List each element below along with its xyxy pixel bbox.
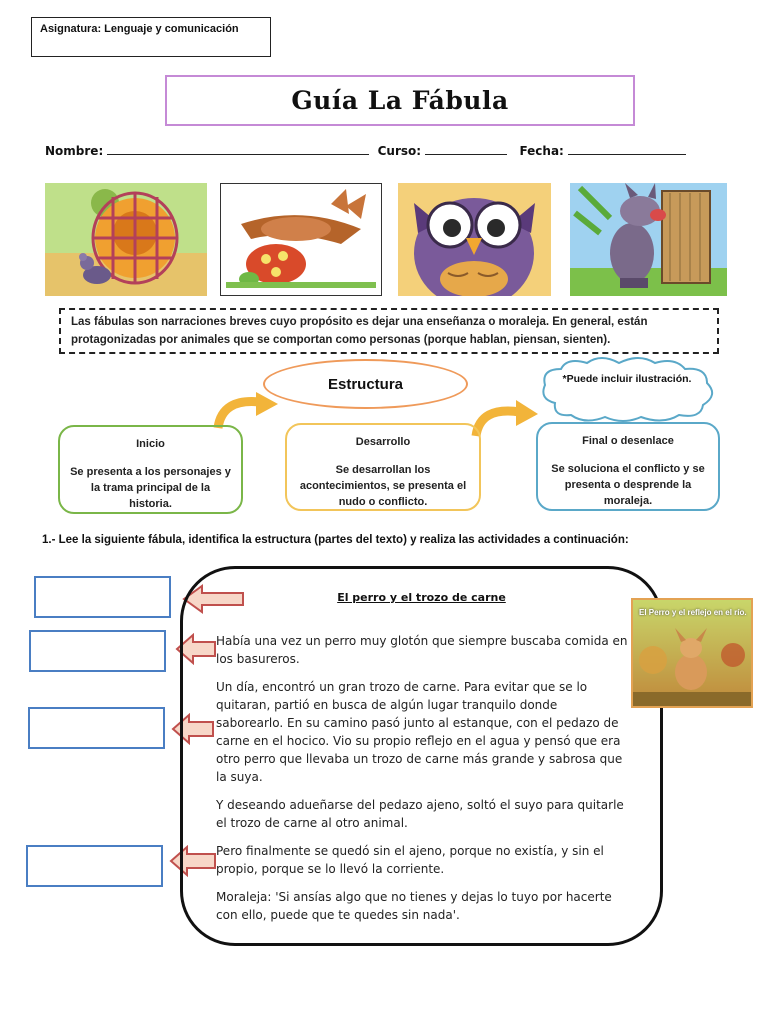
story-moral: Moraleja: 'Si ansías algo que no tienes y dejas lo tuyo por hacerte con ello, puede que te quedes sin nada'. [216, 890, 612, 922]
intro-text: Las fábulas son narraciones breves cuyo propósito es dejar una enseñanza o moraleja. En general, están protagonizadas por animales que se comportan como personas (porque hablan, piensan, sienten). [71, 316, 648, 346]
inicio-body: Se presenta a los personajes y la trama principal de la historia. [70, 466, 231, 510]
final-box [536, 422, 720, 511]
desarrollo-box [285, 423, 481, 511]
curved-arrow-icon [470, 400, 542, 440]
title-box [165, 75, 635, 126]
answer-box-2[interactable] [29, 630, 166, 672]
cloud-note: *Puede incluir ilustración. [562, 373, 692, 385]
owl-illustration [398, 183, 551, 296]
wolf-door-illustration [570, 183, 727, 296]
story-paragraph: Pero finalmente se quedó sin el ajeno, porque no existía, y sin el propio, porque se lo llevó la corriente. [216, 844, 604, 876]
course-field[interactable] [425, 144, 507, 155]
estructura-title: Estructura [327, 375, 404, 393]
story-paragraph: Y deseando adueñarse del pedazo ajeno, soltó el suyo para quitarle el trozo de carne al otro animal. [216, 798, 624, 830]
story-title: El perro y el trozo de carne [337, 591, 506, 604]
final-title: Final o desenlace [582, 435, 674, 447]
name-label: Nombre: [45, 144, 104, 158]
page-title: Guía La Fábula [291, 86, 509, 115]
story-paragraph: Había una vez un perro muy glotón que siempre buscaba comida en los basureros. [216, 634, 628, 666]
inicio-title: Inicio [136, 438, 165, 450]
date-field[interactable] [568, 144, 686, 155]
subject-box [31, 17, 271, 57]
intro-box [59, 308, 719, 354]
student-fields [45, 144, 686, 158]
subject-label: Asignatura: Lenguaje y comunicación [40, 23, 239, 35]
date-label: Fecha: [519, 144, 564, 158]
course-label: Curso: [377, 144, 422, 158]
name-field[interactable] [107, 144, 369, 155]
answer-box-3[interactable] [28, 707, 165, 749]
desarrollo-title: Desarrollo [355, 436, 411, 448]
answer-box-1[interactable] [34, 576, 171, 618]
caged-lion-mouse-illustration [45, 183, 207, 296]
desarrollo-body: Se desarrollan los acontecimientos, se presenta el nudo o conflicto. [299, 464, 467, 508]
estructura-ellipse [263, 359, 468, 409]
question-1: 1.- Lee la siguiente fábula, identifica la estructura (partes del texto) y realiza las actividades a continuación: [42, 534, 629, 546]
inicio-box [58, 425, 243, 514]
story-paragraph: Un día, encontró un gran trozo de carne. Para evitar que se lo quitaran, partió en busca de algún lugar tranquilo donde saborearlo. En su camino pasó junto al estanque, con el pedazo de carne en el hocico. Vio su propio reflejo en el agua y pensó que era otro perro que llevaba un trozo de carne más grande y sabrosa que la suya. [216, 680, 623, 784]
hare-tortoise-illustration [220, 183, 382, 296]
book-cover-illustration [631, 598, 753, 708]
book-cover-caption: El Perro y el reflejo en el río. [639, 608, 747, 617]
cloud-shape [535, 355, 721, 425]
answer-box-4[interactable] [26, 845, 163, 887]
final-body: Se soluciona el conflicto y se presenta o desprende la moraleja. [551, 463, 705, 507]
